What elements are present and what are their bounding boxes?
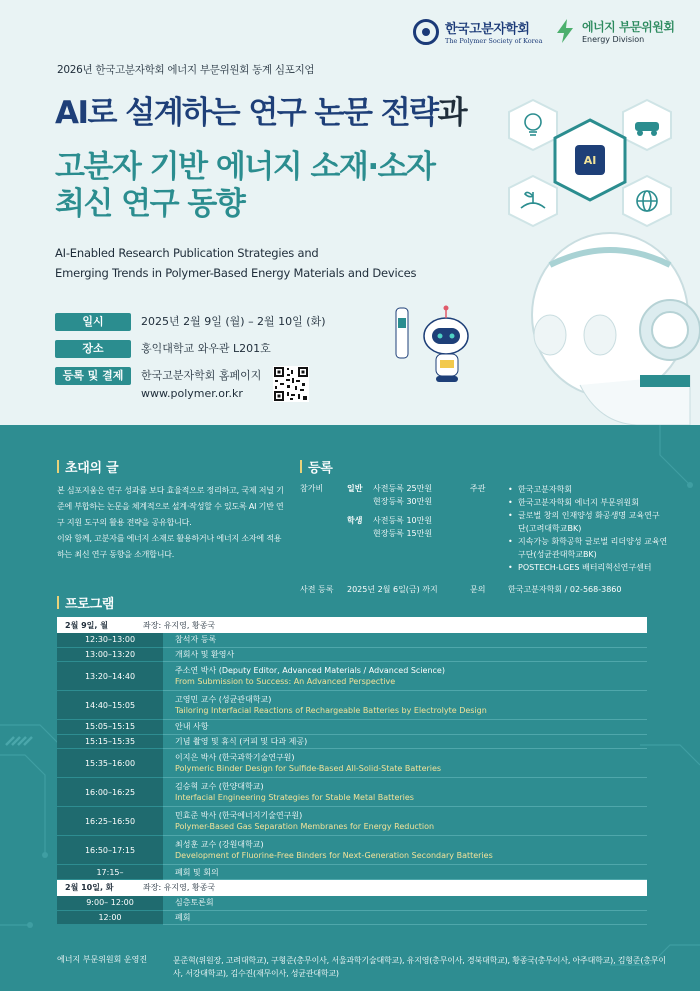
day2-rows	[57, 896, 647, 925]
host-label: 주관	[470, 484, 486, 493]
mini-robot-illustration	[388, 298, 488, 388]
program-item-talk-title: From Submission to Success: An Advanced Perspective	[175, 677, 396, 687]
program-row	[57, 836, 647, 865]
content-section	[0, 425, 700, 991]
fee-student-pre: 사전등록 10만원	[373, 516, 433, 525]
title-line-1-main: AI로 설계하는 연구 논문 전략	[55, 95, 438, 131]
program-row	[57, 865, 647, 880]
program-time: 17:15–	[57, 865, 163, 880]
program-item-title: 고영민 교수 (성균관대학교)	[175, 695, 272, 705]
program-time: 12:30–13:00	[57, 633, 163, 648]
program-item-title: 김승혁 교수 (한양대학교)	[175, 782, 264, 792]
program-item-talk-title: Interfacial Engineering Strategies for Stable Metal Batteries	[175, 793, 414, 803]
program-item-title: 주소연 박사 (Deputy Editor, Advanced Materials / Advanced Science)	[175, 666, 445, 676]
registration-value	[141, 367, 261, 403]
date-label: 일시	[55, 313, 131, 331]
program-item-title: 최성훈 교수 (강원대학교)	[175, 840, 264, 850]
invitation-paragraph-2: 이와 함께, 고분자를 에너지 소재로 활용하거나 에너지 소자에 적용하는 최신 연구 동향을 소개합니다.	[57, 534, 282, 559]
program-time: 16:00–16:25	[57, 778, 163, 807]
lightbulb-hexagon	[509, 100, 557, 150]
title-line-1-tail: 과	[437, 95, 467, 131]
host-list	[508, 483, 668, 574]
program-item-title: 기념 촬영 및 휴식 (커피 및 다과 제공)	[175, 737, 308, 747]
program-item-title: 이지은 박사 (한국과학기술연구원)	[175, 753, 295, 763]
english-title	[55, 243, 416, 283]
day2-label: 2월 10일, 화	[65, 883, 114, 893]
kps-name-ko: 한국고분자학회	[445, 22, 530, 37]
program-row	[57, 896, 647, 911]
committee-names: 문준혁(위원장, 고려대학교), 구형준(총무이사, 서울과학기술대학교), 유지영(총무이사, 경북대학교), 황종국(총무이사, 아주대학교), 김형준(총무이사, 서강대학교), 김수진(재무이사, 성균관대학교)	[173, 956, 666, 978]
program-item-title: 개회사 및 환영사	[175, 649, 235, 659]
program-row	[57, 749, 647, 778]
qr-code[interactable]	[273, 366, 309, 402]
program-item	[163, 720, 647, 735]
program-item-title: 안내 사항	[175, 722, 209, 732]
program-time: 15:35–16:00	[57, 749, 163, 778]
program-item-talk-title: Tailoring Interfacial Reactions of Rechargeable Batteries by Electrolyte Design	[175, 706, 487, 716]
program-row	[57, 691, 647, 720]
program-item	[163, 896, 647, 911]
fee-general-label: 일반	[347, 484, 363, 493]
program-item-title: 심층토론회	[175, 898, 214, 908]
host-item: • POSTECH-LGES 배터리혁신연구센터	[508, 561, 668, 574]
registration-label: 등록 및 결제	[55, 367, 131, 385]
kps-logo	[413, 18, 542, 45]
registration-site-name: 한국고분자학회 홈페이지	[141, 369, 262, 382]
date-value: 2025년 2월 9일 (월) – 2월 10일 (화)	[141, 315, 326, 328]
day1-chair: 좌장: 유지영, 황종국	[143, 620, 216, 630]
kps-emblem-icon	[413, 19, 439, 45]
fee-general-onsite: 현장등록 30만원	[373, 497, 433, 506]
english-title-line-1: AI-Enabled Research Publication Strategies and	[55, 246, 319, 260]
invitation-paragraph-1: 본 심포지움은 연구 성과를 보다 효율적으로 정리하고, 국제 저널 기준에 부합하는 논문을 체계적으로 설계·작성할 수 있도록 AI 기반 연구 지원 도구의 활용 전략을 공유합니다.	[57, 486, 284, 527]
program-time: 14:40–15:05	[57, 691, 163, 720]
day2-header	[57, 880, 647, 896]
program-row	[57, 633, 647, 648]
program-time: 13:00–13:20	[57, 648, 163, 663]
registration-url[interactable]: www.polymer.or.kr	[141, 387, 243, 400]
ai-chip-label: AI	[583, 154, 597, 167]
fee-general-pre: 사전등록 25만원	[373, 484, 433, 493]
day1-header	[57, 617, 647, 633]
robot-head-illustration	[490, 225, 700, 425]
program-time: 9:00– 12:00	[57, 896, 163, 911]
program-time: 15:05–15:15	[57, 720, 163, 735]
energy-division-logo	[553, 18, 674, 44]
fee-student-label: 학생	[347, 516, 363, 525]
program-table	[57, 617, 647, 925]
program-item-title: 참석자 등록	[175, 635, 217, 645]
program-row	[57, 807, 647, 836]
program-row	[57, 720, 647, 735]
program-row	[57, 911, 647, 926]
program-time: 16:25–16:50	[57, 807, 163, 836]
program-item	[163, 633, 647, 648]
english-title-line-2: Emerging Trends in Polymer-Based Energy Materials and Devices	[55, 266, 417, 280]
title-line-1	[55, 87, 466, 132]
host-item: • 한국고분자학회 에너지 부문위원회	[508, 496, 668, 509]
date-row	[55, 313, 326, 331]
pre-registration-deadline: 2025년 2월 6일(금) 까지	[347, 585, 438, 594]
program-item-title: 폐회 및 회의	[175, 867, 219, 877]
program-item	[163, 865, 647, 880]
program-row	[57, 735, 647, 750]
header-section	[0, 0, 700, 425]
invitation-text	[57, 483, 287, 563]
program-row	[57, 662, 647, 691]
fee-label: 참가비	[300, 484, 324, 493]
program-time: 12:00	[57, 911, 163, 926]
program-row	[57, 778, 647, 807]
host-item: • 글로벌 창의 인재양성 화공생명 교육연구단(고려대학교BK)	[508, 509, 663, 535]
contact-label: 문의	[470, 585, 486, 594]
energy-name-ko: 에너지 부문위원회	[582, 20, 675, 34]
program-heading: 프로그램	[57, 593, 114, 612]
place-value: 홍익대학교 와우관 L201호	[141, 342, 271, 355]
registration-heading: 등록	[300, 457, 333, 476]
host-item: • 지속가능 화학공학 글로벌 리더양성 교육연구단(성균관대학교BK)	[508, 535, 668, 561]
program-item	[163, 911, 647, 926]
day2-chair: 좌장: 유지영, 황종국	[143, 883, 216, 893]
invitation-heading: 초대의 글	[57, 457, 118, 476]
hexagon-icon-cluster	[495, 98, 700, 230]
program-item	[163, 807, 647, 836]
program-item-title: 민효준 박사 (한국에너지기술연구원)	[175, 811, 303, 821]
registration-block	[300, 483, 680, 613]
committee-label: 에너지 부문위원회 운영진	[57, 955, 148, 964]
host-item: • 한국고분자학회	[508, 483, 668, 496]
program-item-title: 폐회	[175, 912, 191, 922]
program-row	[57, 648, 647, 663]
title-line-2: 고분자 기반 에너지 소재·소자	[55, 149, 435, 185]
program-time: 15:15–15:35	[57, 735, 163, 750]
program-item	[163, 778, 647, 807]
day1-label: 2월 9일, 월	[65, 620, 108, 630]
program-item	[163, 662, 647, 691]
contact-value: 한국고분자학회 / 02-568-3860	[508, 585, 622, 594]
program-time: 16:50–17:15	[57, 836, 163, 865]
place-label: 장소	[55, 340, 131, 358]
fee-student-onsite: 현장등록 15만원	[373, 529, 433, 538]
program-time: 13:20–14:40	[57, 662, 163, 691]
program-item	[163, 691, 647, 720]
program-item-talk-title: Development of Fluorine-Free Binders for Next-Generation Secondary Batteries	[175, 851, 493, 861]
program-item	[163, 749, 647, 778]
title-line-3: 최신 연구 동향	[55, 186, 245, 222]
program-item	[163, 836, 647, 865]
program-item	[163, 735, 647, 750]
registration-row	[55, 367, 261, 403]
program-item-talk-title: Polymeric Binder Design for Sulfide-Based All-Solid-State Batteries	[175, 764, 442, 774]
pre-registration-label: 사전 등록	[300, 585, 334, 594]
kps-name-en: The Polymer Society of Korea	[445, 37, 543, 45]
day1-rows	[57, 633, 647, 880]
symposium-subtitle: 2026년 한국고분자학회 에너지 부문위원회 동계 심포지엄	[57, 64, 315, 76]
lightning-bolt-icon	[553, 18, 577, 44]
program-item-talk-title: Polymer-Based Gas Separation Membranes for Energy Reduction	[175, 822, 435, 832]
energy-name-en: Energy Division	[582, 35, 645, 44]
program-item	[163, 648, 647, 663]
place-row	[55, 340, 271, 358]
